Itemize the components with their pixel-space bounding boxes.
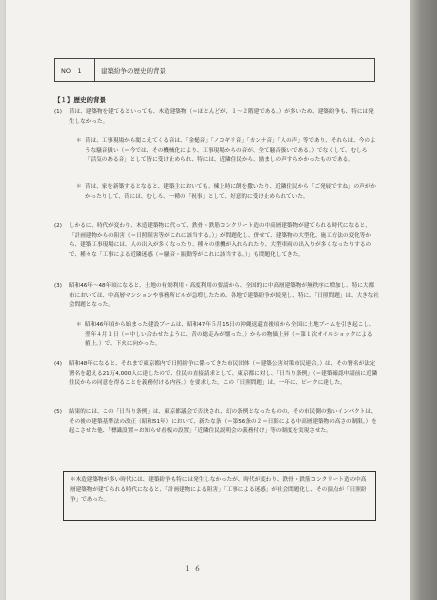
item-text: しかるに、時代が変わり、木造建築物に代って、鉄骨・鉄筋コンクリート造の中高層建築物が建てられる時代になると、「計画建物からの阻害（＝日照阻害等がこれに該当する。）」が問題化し、併せて、建築物の大型化、施工方法の変化等から、建築工事現場には、人の出入が多くなったり、種々の重機が入れられたり、大型車両の出入りが多くなったりするので、種々な「工事による近隣迷惑（＝騒音・振動等がこれに該当する。）」も問題化してきた。 [69, 223, 372, 258]
note-item [76, 183, 376, 202]
note-marker: ＊ [76, 184, 82, 190]
summary-box: ＊木造建築物が多い時代には、建築紛争も特には発生しなかったが、時代が変わり、鉄骨・鉄筋コンクリート造の中高層建築物が建てられる時代になると、「計画建物による阻害」「工事による迷惑」が社会問題化し、その頂点が「日照紛争」であった。 [63, 471, 376, 521]
list-item [54, 408, 379, 437]
document-page [6, 0, 410, 600]
page-number: １６ [184, 565, 204, 573]
note-text: 昔は、工事現場から聞こえてくる音は、「金槌音」「ノコギリ音」「カンナ音」「人の声」等であり、それらは、今のような騒音扱い（＝今では、その機械化により、工事現場からの音が、全て騒音扱いである。）でなくして、むしろ「活気のある音」として皆に受け止められ、特には、近隣住民から、励ましの声すらかかったものである。 [85, 138, 376, 164]
document-title: 建築紛争の歴史的背景 [101, 66, 166, 75]
item-text: 結果的には、この「日当り条例」は、東京都議会で否決され、幻の条例となったものの、その市民側の強いインパクトは、その後の建築基準法の改正（昭和51年）において、新たな条（＝第56条の２＝日影による中高層建築物の高さの制限。）を起こさせた他、「標識設置＝お知らせ看板の設置」「近隣住民説明会の義務付け」等の制度を実現させた。 [69, 409, 377, 435]
note-item [76, 321, 376, 350]
list-item [54, 360, 379, 389]
item-number: (5) [54, 409, 62, 415]
note-marker: ＊ [76, 322, 82, 328]
section-number: NO 1 [55, 59, 95, 81]
item-number: (4) [54, 361, 62, 367]
note-item [76, 137, 376, 166]
item-text: 昭和46年～48年頃になると、土地の有効利用・高度利用の要請から、全国的に中高層建築物が無秩序に増加し、特に大都市においては、中高層マンションや事務所ビルが急増したため、各地で建築紛争が続発し、特に、「日照問題」は、大きな社会問題となった。 [69, 283, 379, 309]
page-edge-shadow [410, 0, 437, 600]
section-heading: 【１】歴史的背景 [54, 96, 106, 104]
item-number: (1) [54, 109, 62, 115]
item-number: (3) [54, 283, 62, 289]
list-item [54, 282, 379, 311]
item-number: (2) [54, 223, 62, 229]
note-text: 昭和46年頃から始まった建設ブームは、昭和47年５月15日の沖縄返還直後頃から全国に土地ブームを引き起こし、翌年４月１日（＝中しい合わせたように、昔の総走みが懐った。）からの物価上昇（＝第１次オイルショックによる値上。）で、下火に向かった。 [85, 322, 375, 348]
item-text: 昭和48年になると、それまで東京都内で日照紛争に係ってきた市民団体（＝建築公害対策市民連合。）は、その署名が法定署名を超える21万4,000人に達したので、住民の直接請求として、東京都に対し、「日当り条例」（＝建築確認申請前に近隣住民からの同意を得ることを義務付ける内容。）を要求した。この「日照問題」は、一年に、ピークに達した。 [69, 361, 378, 387]
note-text: 昔は、家を新築するとなると、建築主においても、棟上時に餅を撒いたり、近隣住民から「ご発展ですね」の声がかかったりして、昔には、むしろ、一種の「祝事」として、好意的に受け止められていた。 [85, 184, 376, 200]
list-item [54, 108, 379, 127]
list-item [54, 222, 379, 260]
note-marker: ＊ [76, 138, 82, 144]
title-box [54, 58, 375, 82]
item-text: 昔は、建築物を建てるといっても、木造建築物（＝ほとんどが、１～２階建である。）が多いため、建築紛争も、特には発生しなかった。 [69, 109, 374, 125]
